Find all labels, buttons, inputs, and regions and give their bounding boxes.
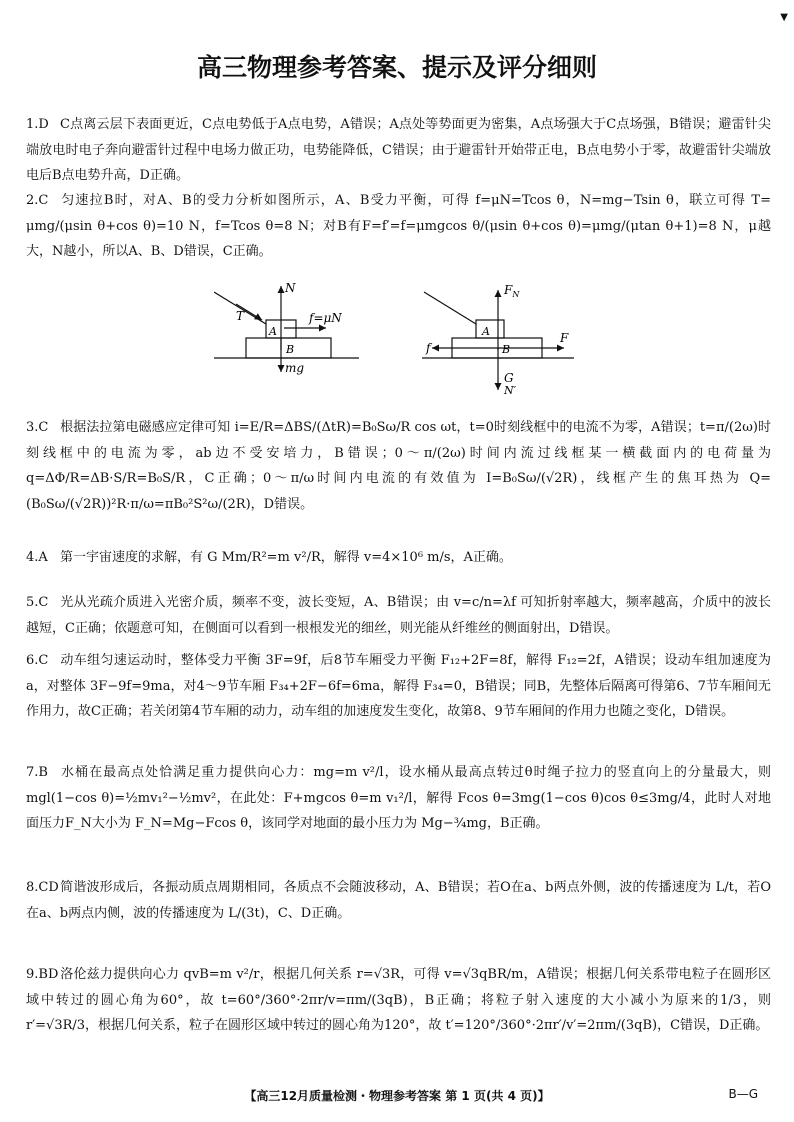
- answer-number: 6.C: [26, 653, 49, 668]
- answer-text: 第一宇宙速度的求解，有 G Mm/R²=m v²/R，解得 v=4×10⁶ m/s，A正确。: [60, 550, 512, 565]
- label-b2: B: [502, 343, 511, 356]
- label-friction: f=μN: [309, 311, 342, 325]
- answer-text: 洛伦兹力提供向心力 qvB=m v²/r，根据几何关系 r=√3R，可得 v=√3qBR/m，A错误；根据几何关系带电粒子在圆形区域中转过的圆心角为60°，故 t=60°/360°·2πr/v=πm/(3qB)，B正确；将粒子射入速度的大小减小为原来的1/3，则 r′=√3R/3，根据几何关系，粒子在圆形区域中转过的圆心角为120°，故 t′=120°/360°·2πr′/v′=2πm/(3qB)，C错误，D正确。: [26, 967, 771, 1033]
- force-diagram-svg: [214, 280, 574, 395]
- answer-text: 光从光疏介质进入光密介质，频率不变，波长变短，A、B错误；由 v=c/n=λf 可知折射率越大，频率越高，介质中的波长越短，C正确；依题意可知，在侧面可以看到一根根发光的细丝，则光能从纤维丝的侧面射出，D错误。: [26, 595, 771, 636]
- label-fn: [503, 283, 520, 299]
- label-g: G: [504, 371, 514, 385]
- label-fn-sub: N: [512, 290, 520, 299]
- label-f2: f: [426, 341, 431, 355]
- label-a: A: [269, 325, 277, 338]
- corner-mark: ▼: [780, 12, 788, 23]
- label-n-prime: N′: [504, 384, 517, 395]
- answer-text: C点离云层下表面更近，C点电势低于A点电势，A错误；A点处等势面更为密集，A点场强大于C点场强，B错误；避雷针尖端放电时电子奔向避雷针过程中电场力做正功，电势能降低，C错误；由于避雷针开始带正电，B点电势小于零，故避雷针尖端放电后B点电势升高，D正确。: [26, 117, 771, 183]
- answer-number: 9.BD: [26, 967, 59, 982]
- answer-text: 匀速拉B时，对A、B的受力分析如图所示，A、B受力平衡，可得 f=μN=Tcos θ，N=mg−Tsin θ，联立可得 T= μmg/(μsin θ+cos θ)=10 N，f=Tcos θ=8 N；对B有F=f′=f=μmgcos θ/(μsin θ+cos θ)=μmg/(μtan θ+1)=8 N，μ越大，N越小，所以A、B、D错误，C正确。: [26, 193, 771, 259]
- label-a2: A: [482, 325, 490, 338]
- page-footer: 【高三12月质量检测・物理参考答案 第 1 页(共 4 页)】: [244, 1089, 550, 1103]
- force-diagrams: [214, 280, 574, 395]
- answer-3: [26, 415, 771, 517]
- answer-7: [26, 760, 771, 837]
- answer-2: [26, 188, 771, 265]
- answer-text: 根据法拉第电磁感应定律可知 i=E/R=ΔBS/(ΔtR)=B₀Sω/R cos ωt，t=0时刻线框中的电流不为零，A错误；t=π/(2ω)时刻线框中的电流为零，ab边不受安培力，B错误；0～π/(2ω)时间内流过线框某一横截面内的电荷量为 q=ΔΦ/R=ΔB·S/R=B₀S/R，C正确；0～π/ω时间内电流的有效值为 I=B₀Sω/(√2R)，线框产生的焦耳热为 Q=(B₀Sω/(√2R))²R·π/ω=πB₀²S²ω/(2R)，D错误。: [26, 420, 771, 512]
- answer-6: [26, 648, 771, 725]
- answer-text: 简谐波形成后，各振动质点周期相同，各质点不会随波移动，A、B错误；若O在a、b两点外侧，波的传播速度为 L/t，若O在a、b两点内侧，波的传播速度为 L/(3t)，C、D正确。: [26, 880, 771, 921]
- label-b: B: [286, 343, 295, 356]
- version-tag: B—G: [728, 1087, 758, 1101]
- answer-5: [26, 590, 771, 641]
- answer-9: [26, 962, 771, 1039]
- block-a-2: [476, 320, 504, 338]
- answer-8: [26, 875, 771, 926]
- answer-number: 4.A: [26, 550, 48, 565]
- page-title: 高三物理参考答案、提示及评分细则: [196, 53, 597, 82]
- rope-2: [424, 292, 476, 324]
- label-mg: mg: [285, 361, 305, 375]
- answer-number: 2.C: [26, 193, 49, 208]
- left-diagram: [214, 286, 359, 372]
- answer-number: 3.C: [26, 420, 49, 435]
- answer-text: 动车组匀速运动时，整体受力平衡 3F=9f，后8节车厢受力平衡 F₁₂+2F=8f，解得 F₁₂=2f，A错误；设动车组加速度为a，对整体 3F−9f=9ma，对4～9节车厢 F₃₄+2F−6f=6ma，解得 F₃₄=0，B错误；同B，先整体后隔离可得第6、7节车厢间无作用力，故C正确；若关闭第4节车厢的动力，动车组的加速度发生变化，故第8、9节车厢间的作用力也随之变化，D错误。: [26, 653, 771, 719]
- answer-1: [26, 112, 771, 189]
- answer-number: 5.C: [26, 595, 49, 610]
- label-n: N: [285, 281, 296, 295]
- label-fn-main: F: [504, 283, 513, 297]
- label-f-pull: F: [560, 331, 569, 345]
- answer-number: 7.B: [26, 765, 48, 780]
- answer-4: [26, 545, 771, 571]
- label-t: T: [236, 309, 245, 323]
- answer-number: 8.CD: [26, 880, 59, 895]
- right-diagram: [422, 290, 574, 390]
- answer-number: 1.D: [26, 117, 49, 132]
- answer-text: 水桶在最高点处恰满足重力提供向心力：mg=m v²/l，设水桶从最高点转过θ时绳子拉力的竖直向上的分量最大，则 mgl(1−cos θ)=½mv₁²−½mv²，在此处：F+mgcos θ=m v₁²/l，解得 Fcos θ=3mg(1−cos θ)cos θ≤3mg/4，此时人对地面压力F_N大小为 F_N=Mg−Fcos θ，该同学对地面的最小压力为 Mg−¾mg，B正确。: [26, 765, 771, 831]
